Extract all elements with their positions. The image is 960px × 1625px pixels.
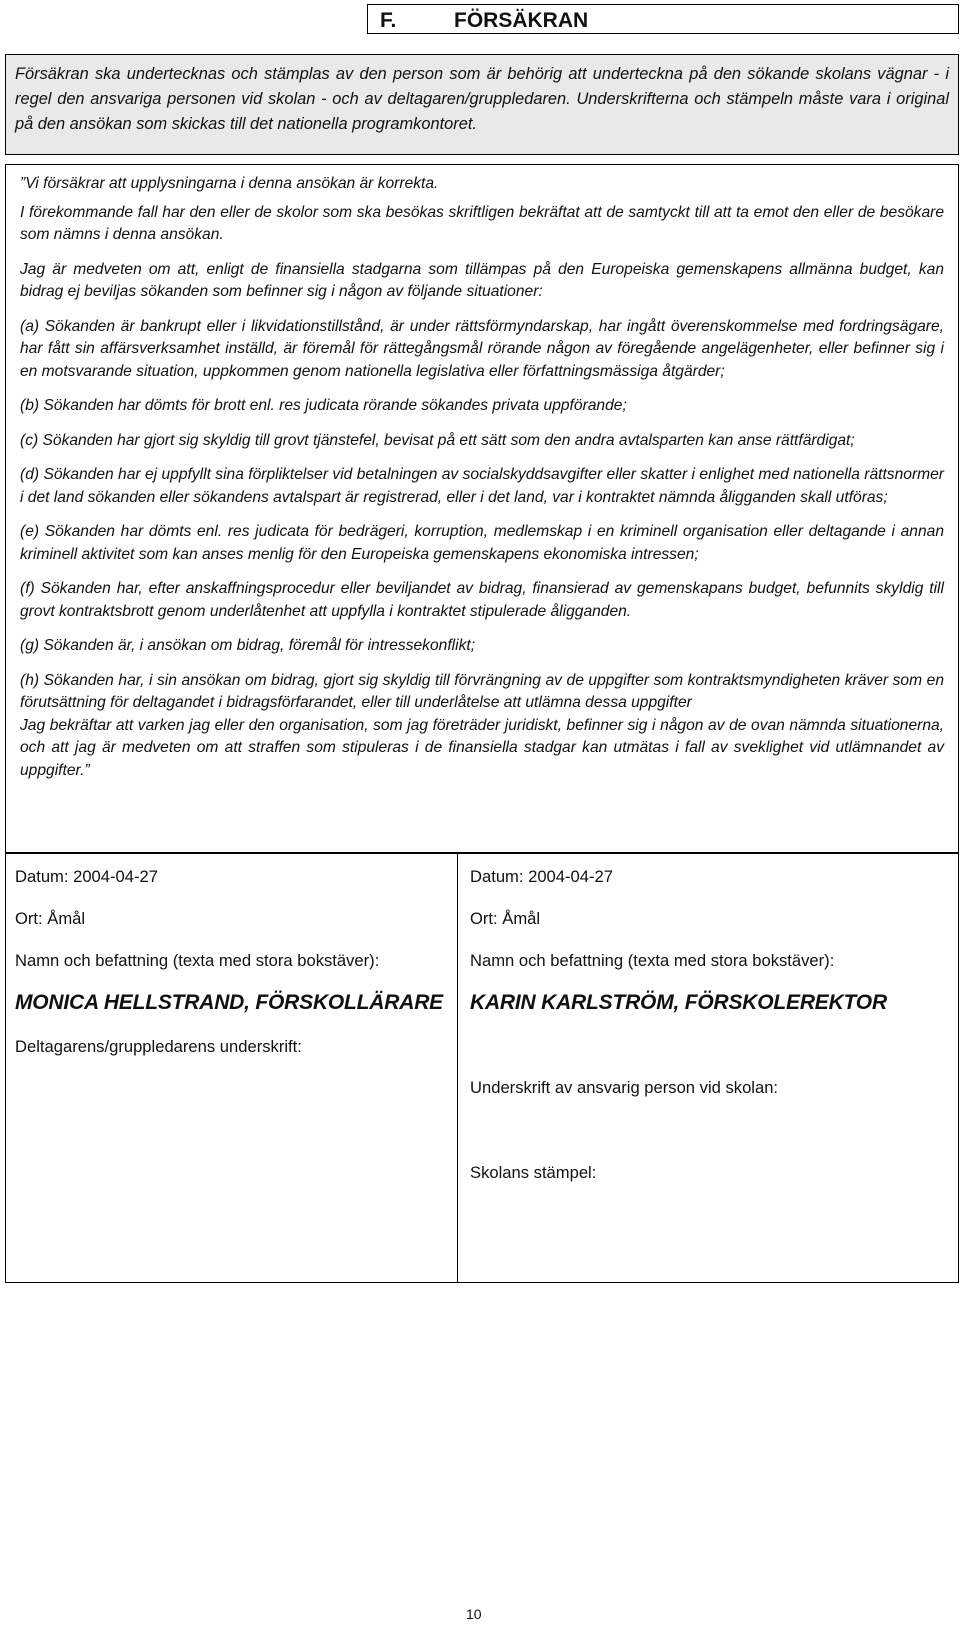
page-number: 10 xyxy=(466,1606,482,1622)
left-date: Datum: 2004-04-27 xyxy=(15,867,158,886)
clause-f: (f) Sökanden har, efter anskaffningsprocedur eller beviljandet av bidrag, finansierad av gemenskapans budget, befunnits skyldig till grovt kontraktsbrott genom underlåtenhet att uppfylla i kontraktet stipulerade åligganden. xyxy=(20,580,944,620)
clause-e: (e) Sökanden har dömts enl. res judicata för bedrägeri, korruption, medlemskap i en kriminell organisation eller deltagande i annan kriminell aktivitet som kan anses menlig för den Europeiska gemenskapens ekonomiska intressen; xyxy=(20,523,944,563)
section-letter: F. xyxy=(380,9,397,32)
clause-g: (g) Sökanden är, i ansökan om bidrag, föremål för intressekonflikt; xyxy=(20,637,476,654)
instructions-box: Försäkran ska undertecknas och stämplas av den person som är behörig att underteckna på den sökande skolans vägnar - i regel den ansvariga personen vid skolan - och av deltagaren/gruppledaren. Underskrifterna och stämpeln måste vara i original på den ansökan som skickas till det nationella programkontoret. xyxy=(5,54,959,155)
clause-c: (c) Sökanden har gjort sig skyldig till grovt tjänstefel, bevisat på ett sätt som den andra avtalsparten kan anse rättfärdigat; xyxy=(20,431,855,449)
declaration-box xyxy=(5,164,959,853)
clause-h: (h) Sökanden har, i sin ansökan om bidrag, gjort sig skyldig till förvrängning av de uppgifter som kontraktsmyndigheten kräver som en förutsättning för deltagandet i bidragsförfarandet, eller till underlåtelse att utlämna dessa uppgifter xyxy=(20,671,944,711)
right-date: Datum: 2004-04-27 xyxy=(470,867,613,886)
right-name-label: Namn och befattning (texta med stora bokstäver): xyxy=(470,951,835,970)
left-place: Ort: Åmål xyxy=(15,909,86,928)
section-title-box xyxy=(367,4,959,34)
declaration-intro: ”Vi försäkrar att upplysningarna i denna ansökan är korrekta. xyxy=(20,175,439,192)
left-name: MONICA HELLSTRAND, FÖRSKOLLÄRARE xyxy=(15,991,443,1014)
clause-d: (d) Sökanden har ej uppfyllt sina förpliktelser vid betalningen av socialskyddsavgifter eller skatter i enlighet med nationella rättsnormer i det land sökanden eller sökandens avtalspart är registrerad, eller i det land, var i kontraktet nämnda åligganden skall utföras; xyxy=(20,466,944,506)
declaration-paragraph-visits: I förekommande fall har den eller de skolor som ska besökas skriftligen bekräftat att de samtyckt till att ta emot den eller de besökare som nämns i denna ansökan. xyxy=(20,203,944,243)
school-stamp-label: Skolans stämpel: xyxy=(470,1163,597,1182)
left-name-label: Namn och befattning (texta med stora bokstäver): xyxy=(15,951,380,970)
left-signature-label: Deltagarens/gruppledarens underskrift: xyxy=(15,1037,302,1056)
clause-b: (b) Sökanden har dömts för brott enl. res judicata rörande sökandes privata uppförande; xyxy=(20,397,627,414)
right-signature-label: Underskrift av ansvarig person vid skolan: xyxy=(470,1078,779,1097)
signature-divider xyxy=(457,853,458,1283)
clause-a: (a) Sökanden är bankrupt eller i likvidationstillstånd, är under rättsförmyndarskap, har ingått överenskommelse med fordringsägare, har fått sin affärsverksamhet inställd, är föremål för rättegångsmål rörande någon av föregående angelägenheter, eller befinner sig i en motsvarande situation, uppkommen genom nationella legislativa eller författningsmässiga åtgärder; xyxy=(20,317,944,380)
right-place: Ort: Åmål xyxy=(470,909,541,928)
declaration-paragraph-awareness: Jag är medveten om att, enligt de finansiella stadgarna som tillämpas på den Europeiska gemenskapens allmänna budget, kan bidrag ej beviljas sökanden som befinner sig i någon av följande situationer: xyxy=(20,260,944,300)
section-title: FÖRSÄKRAN xyxy=(454,9,589,32)
right-name: KARIN KARLSTRÖM, FÖRSKOLEREKTOR xyxy=(470,991,887,1014)
declaration-closing: Jag bekräftar att varken jag eller den organisation, som jag företräder juridiskt, befinner sig i någon av de ovan nämnda situationerna, och att jag är medveten om att straffen som stipuleras i de finansiella stadgar kan utmätas i fall av sveklighet vid utlämnandet av uppgifter.” xyxy=(20,716,944,779)
